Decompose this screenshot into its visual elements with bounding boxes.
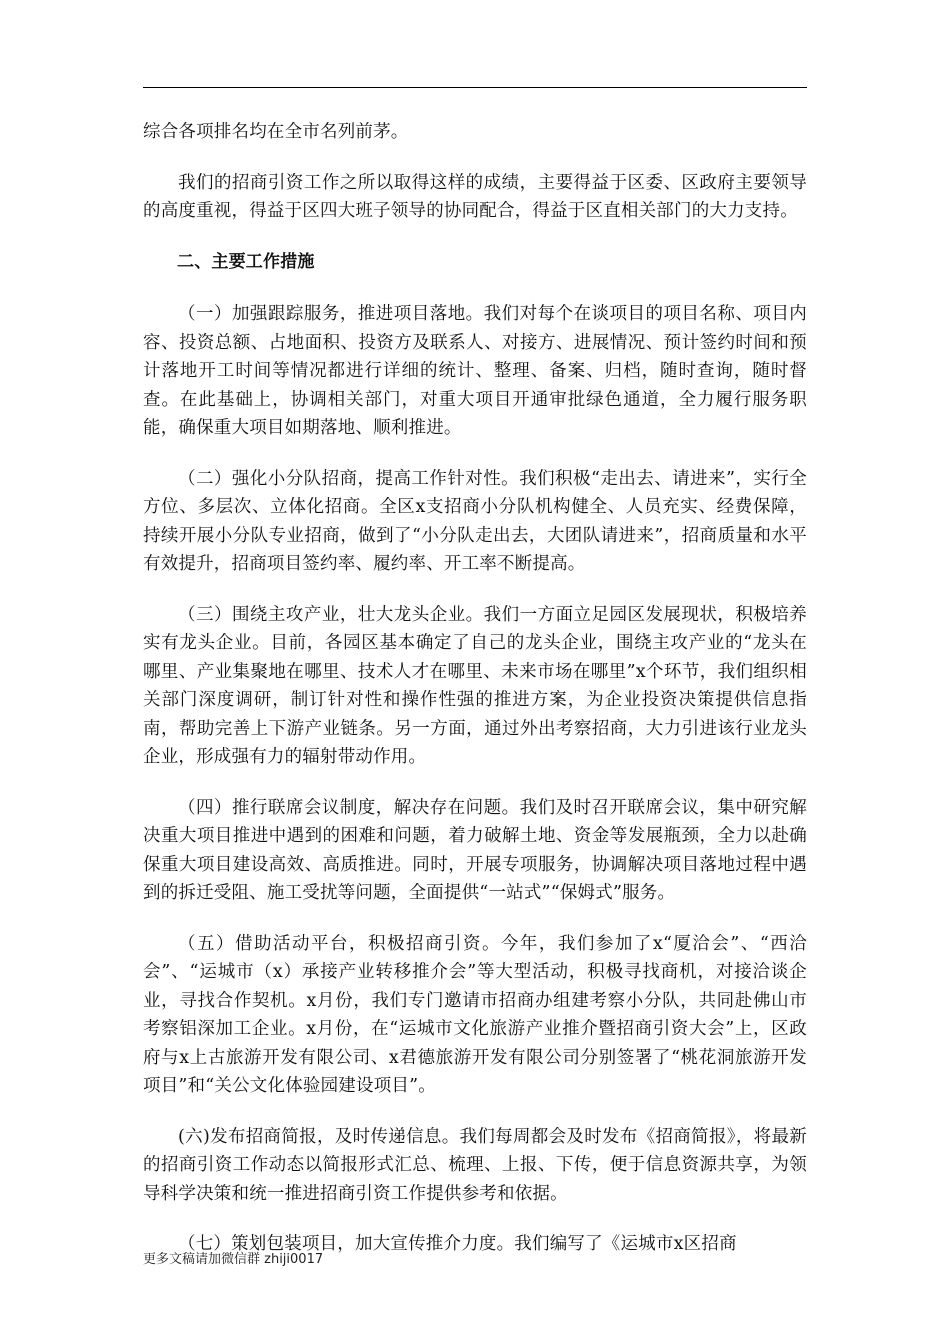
section-heading-main-measures: 二、主要工作措施 xyxy=(177,251,315,272)
document-body xyxy=(143,118,807,1259)
paragraph-measure-4: （四）推行联席会议制度，解决存在问题。我们及时召开联席会议，集中研究解决重大项目推进中遇到的困难和问题，着力破解土地、资金等发展瓶颈，全力以赴确保重大项目建设高效、高质推进。同时，开展专项服务，协调解决项目落地过程中遇到的拆迁受阻、施工受扰等问题，全面提供“一站式”“保姆式”服务。 xyxy=(143,797,807,903)
paragraph-achievement-reasons: 我们的招商引资工作之所以取得这样的成绩，主要得益于区委、区政府主要领导的高度重视，得益于区四大班子领导的协同配合，得益于区直相关部门的大力支持。 xyxy=(143,172,807,221)
paragraph-measure-2: （二）强化小分队招商，提高工作针对性。我们积极“走出去、请进来”，实行全方位、多层次、立体化招商。全区x支招商小分队机构健全、人员充实、经费保障，持续开展小分队专业招商，做到了“小分队走出去，大团队请进来”，招商质量和水平有效提升，招商项目签约率、履约率、开工率不断提高。 xyxy=(143,468,807,574)
paragraph-measure-3: （三）围绕主攻产业，壮大龙头企业。我们一方面立足园区发展现状，积极培养实有龙头企业。目前，各园区基本确定了自己的龙头企业，围绕主攻产业的“龙头在哪里、产业集聚地在哪里、技术人才在哪里、未来市场在哪里”x个环节，我们组织相关部门深度调研，制订针对性和操作性强的推进方案，为企业投资决策提供信息指南，帮助完善上下游产业链条。另一方面，通过外出考察招商，大力引进该行业龙头企业，形成强有力的辐射带动作用。 xyxy=(143,604,807,767)
header-rule xyxy=(143,87,807,88)
footer-note: 更多文稿请加微信群 zhiji0017 xyxy=(143,1252,324,1267)
paragraph-measure-7: （七）策划包装项目，加大宣传推介力度。我们编写了《运城市x区招商 xyxy=(178,1234,737,1254)
paragraph-continuation: 综合各项排名均在全市名列前茅。 xyxy=(143,122,409,142)
paragraph-measure-1: （一）加强跟踪服务，推进项目落地。我们对每个在谈项目的项目名称、项目内容、投资总额、占地面积、投资方及联系人、对接方、进展情况、预计签约时间和预计落地开工时间等情况都进行详细的统计、整理、备案、归档，随时查询，随时督查。在此基础上，协调相关部门，对重大项目开通审批绿色通道，全力履行服务职能，确保重大项目如期落地、顺利推进。 xyxy=(143,304,807,438)
paragraph-measure-6: (六)发布招商简报，及时传递信息。我们每周都会及时发布《招商简报》，将最新的招商引资工作动态以简报形式汇总、梳理、上报、下传，便于信息资源共享，为领导科学决策和统一推进招商引资工作提供参考和依据。 xyxy=(143,1126,807,1204)
paragraph-measure-5: （五）借助活动平台，积极招商引资。今年，我们参加了x“厦洽会”、“西洽会”、“运城市（x）承接产业转移推介会”等大型活动，积极寻找商机，对接洽谈企业，寻找合作契机。x月份，我们专门邀请市招商办组建考察小分队，共同赴佛山市考察铝深加工企业。x月份，在“运城市文化旅游产业推介暨招商引资大会”上，区政府与x上古旅游开发有限公司、x君德旅游开发有限公司分别签署了“桃花洞旅游开发项目”和“关公文化体验园建设项目”。 xyxy=(143,933,807,1096)
